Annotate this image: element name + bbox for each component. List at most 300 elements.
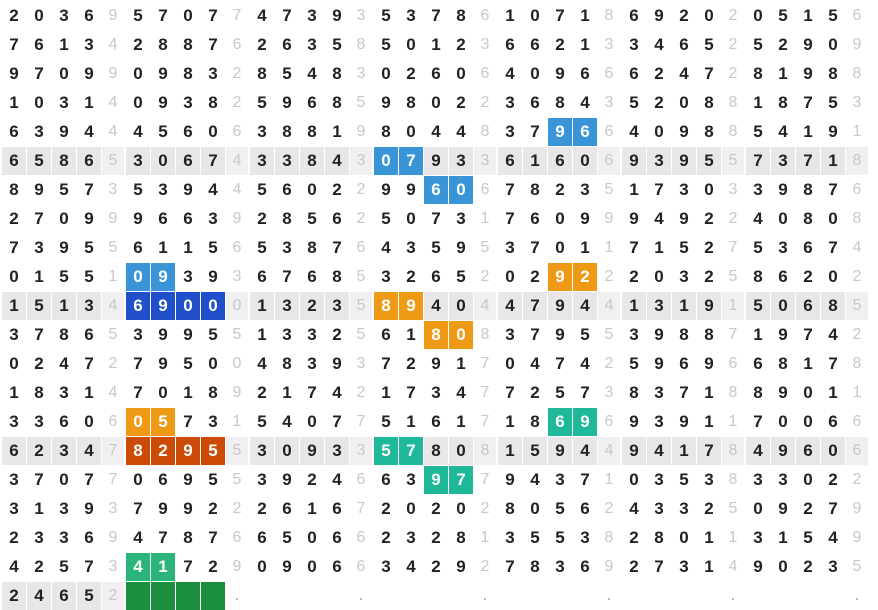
digit-cell[interactable]: 1 bbox=[381, 383, 391, 402]
digit-cell[interactable]: 8 bbox=[530, 412, 540, 431]
digit-cell[interactable]: 9 bbox=[555, 64, 565, 83]
digit-cell[interactable]: 8 bbox=[374, 292, 398, 320]
digit-cell[interactable]: 9 bbox=[282, 557, 292, 576]
digit-cell[interactable]: 2 bbox=[431, 499, 441, 518]
digit-cell[interactable]: 6 bbox=[176, 147, 200, 175]
digit-cell[interactable]: 1 bbox=[580, 238, 590, 257]
digit-cell[interactable]: 9 bbox=[629, 412, 639, 431]
digit-cell[interactable]: 8 bbox=[424, 437, 448, 465]
digit-cell[interactable]: 5 bbox=[555, 528, 565, 547]
digit-cell[interactable]: 0 bbox=[704, 6, 714, 25]
digit-cell[interactable]: 9 bbox=[778, 499, 788, 518]
digit-cell[interactable]: 7 bbox=[505, 209, 515, 228]
digit-cell[interactable]: 3 bbox=[34, 412, 44, 431]
digit-cell[interactable]: 9 bbox=[282, 93, 292, 112]
digit-cell[interactable]: 8 bbox=[52, 147, 76, 175]
digit-cell[interactable]: 7 bbox=[84, 470, 94, 489]
digit-cell[interactable]: 6 bbox=[158, 470, 168, 489]
digit-cell[interactable]: 1 bbox=[52, 292, 76, 320]
digit-cell[interactable]: 6 bbox=[2, 147, 26, 175]
digit-cell[interactable]: 3 bbox=[250, 147, 274, 175]
digit-cell[interactable]: 6 bbox=[257, 267, 267, 286]
digit-cell[interactable]: 1 bbox=[59, 35, 69, 54]
digit-cell[interactable]: 0 bbox=[208, 122, 218, 141]
digit-cell[interactable]: 8 bbox=[803, 180, 813, 199]
digit-cell[interactable]: 9 bbox=[151, 292, 175, 320]
digit-cell[interactable]: 6 bbox=[307, 93, 317, 112]
digit-cell[interactable]: 0 bbox=[505, 267, 515, 286]
digit-cell[interactable]: 8 bbox=[629, 383, 639, 402]
digit-cell[interactable]: 7 bbox=[34, 470, 44, 489]
digit-cell[interactable]: 6 bbox=[282, 180, 292, 199]
digit-cell[interactable]: 3 bbox=[158, 180, 168, 199]
digit-cell[interactable]: 3 bbox=[654, 383, 664, 402]
digit-cell[interactable] bbox=[275, 582, 299, 610]
digit-cell[interactable]: 6 bbox=[431, 64, 441, 83]
digit-cell[interactable]: 1 bbox=[580, 6, 590, 25]
digit-cell[interactable]: 5 bbox=[381, 209, 391, 228]
digit-cell[interactable]: 1 bbox=[622, 292, 646, 320]
digit-cell[interactable]: 7 bbox=[332, 238, 342, 257]
digit-cell[interactable]: 2 bbox=[654, 93, 664, 112]
digit-cell[interactable]: 7 bbox=[629, 238, 639, 257]
digit-cell[interactable]: 2 bbox=[555, 35, 565, 54]
digit-cell[interactable]: 7 bbox=[282, 267, 292, 286]
digit-cell[interactable]: 6 bbox=[629, 64, 639, 83]
digit-cell[interactable]: 7 bbox=[431, 209, 441, 228]
digit-cell[interactable]: 8 bbox=[208, 93, 218, 112]
digit-cell[interactable]: 3 bbox=[77, 292, 101, 320]
digit-cell[interactable]: 2 bbox=[679, 6, 689, 25]
digit-cell[interactable]: 2 bbox=[34, 557, 44, 576]
digit-cell[interactable]: 4 bbox=[580, 354, 590, 373]
digit-cell[interactable]: 4 bbox=[778, 122, 788, 141]
digit-cell[interactable]: 6 bbox=[183, 122, 193, 141]
digit-cell[interactable]: 7 bbox=[746, 147, 770, 175]
digit-cell[interactable]: 4 bbox=[325, 147, 349, 175]
digit-cell[interactable]: 1 bbox=[183, 238, 193, 257]
digit-cell[interactable]: 6 bbox=[34, 35, 44, 54]
digit-cell[interactable]: 0 bbox=[307, 180, 317, 199]
digit-cell[interactable]: 8 bbox=[332, 93, 342, 112]
digit-cell[interactable]: 3 bbox=[679, 180, 689, 199]
digit-cell[interactable]: 0 bbox=[449, 437, 473, 465]
digit-cell[interactable]: 4 bbox=[647, 437, 671, 465]
digit-cell[interactable]: 0 bbox=[406, 122, 416, 141]
digit-cell[interactable]: 6 bbox=[126, 292, 150, 320]
digit-cell[interactable]: 6 bbox=[530, 209, 540, 228]
digit-cell[interactable]: 3 bbox=[257, 470, 267, 489]
digit-cell[interactable]: 4 bbox=[753, 209, 763, 228]
digit-cell[interactable]: 7 bbox=[158, 6, 168, 25]
digit-cell[interactable]: 9 bbox=[654, 354, 664, 373]
digit-cell[interactable]: 7 bbox=[9, 35, 19, 54]
digit-cell[interactable]: 5 bbox=[753, 238, 763, 257]
digit-cell[interactable]: 2 bbox=[406, 267, 416, 286]
digit-cell[interactable]: 4 bbox=[424, 292, 448, 320]
digit-cell[interactable]: 3 bbox=[828, 557, 838, 576]
digit-cell[interactable]: 5 bbox=[77, 582, 101, 610]
digit-cell[interactable]: 9 bbox=[381, 93, 391, 112]
digit-cell[interactable]: 6 bbox=[548, 408, 572, 436]
digit-cell[interactable]: 1 bbox=[704, 383, 714, 402]
digit-cell[interactable]: 5 bbox=[151, 408, 175, 436]
digit-cell[interactable]: 4 bbox=[9, 557, 19, 576]
digit-cell[interactable]: 9 bbox=[679, 412, 689, 431]
digit-cell[interactable]: 9 bbox=[672, 147, 696, 175]
digit-cell[interactable]: 8 bbox=[332, 267, 342, 286]
digit-cell[interactable]: 9 bbox=[183, 180, 193, 199]
digit-cell[interactable]: 0 bbox=[126, 263, 150, 291]
digit-cell[interactable]: 9 bbox=[679, 209, 689, 228]
digit-cell[interactable]: 3 bbox=[406, 238, 416, 257]
digit-cell[interactable]: 7 bbox=[34, 325, 44, 344]
digit-cell[interactable]: 7 bbox=[431, 6, 441, 25]
digit-cell[interactable]: 3 bbox=[34, 528, 44, 547]
digit-cell[interactable]: 8 bbox=[183, 35, 193, 54]
digit-cell[interactable]: 4 bbox=[828, 325, 838, 344]
digit-cell[interactable]: 2 bbox=[629, 528, 639, 547]
digit-cell[interactable]: 5 bbox=[381, 412, 391, 431]
digit-cell[interactable]: 3 bbox=[629, 325, 639, 344]
digit-cell[interactable]: 6 bbox=[679, 354, 689, 373]
digit-cell[interactable]: 2 bbox=[654, 64, 664, 83]
digit-cell[interactable]: 0 bbox=[821, 437, 845, 465]
digit-cell[interactable]: 8 bbox=[530, 557, 540, 576]
digit-cell[interactable]: 1 bbox=[580, 35, 590, 54]
digit-cell[interactable]: 7 bbox=[828, 499, 838, 518]
digit-cell[interactable]: 0 bbox=[307, 412, 317, 431]
digit-cell[interactable] bbox=[325, 582, 349, 610]
digit-cell[interactable]: 5 bbox=[27, 147, 51, 175]
digit-cell[interactable]: 1 bbox=[828, 383, 838, 402]
digit-cell[interactable]: 3 bbox=[771, 147, 795, 175]
digit-cell[interactable]: 1 bbox=[672, 437, 696, 465]
digit-cell[interactable]: 1 bbox=[704, 412, 714, 431]
digit-cell[interactable]: 5 bbox=[523, 437, 547, 465]
digit-cell[interactable]: 6 bbox=[796, 437, 820, 465]
digit-cell[interactable]: 5 bbox=[183, 354, 193, 373]
digit-cell[interactable] bbox=[449, 582, 473, 610]
digit-cell[interactable]: 9 bbox=[431, 354, 441, 373]
digit-cell[interactable]: 8 bbox=[282, 354, 292, 373]
digit-cell[interactable]: 5 bbox=[59, 180, 69, 199]
digit-cell[interactable]: 7 bbox=[505, 180, 515, 199]
digit-cell[interactable] bbox=[523, 582, 547, 610]
digit-cell[interactable]: 9 bbox=[300, 437, 324, 465]
digit-cell[interactable]: 0 bbox=[654, 122, 664, 141]
digit-cell[interactable]: 6 bbox=[580, 499, 590, 518]
digit-cell[interactable]: 0 bbox=[505, 354, 515, 373]
digit-cell[interactable]: 5 bbox=[133, 6, 143, 25]
digit-cell[interactable]: 9 bbox=[332, 354, 342, 373]
digit-cell[interactable]: 7 bbox=[530, 238, 540, 257]
digit-cell[interactable]: 2 bbox=[803, 557, 813, 576]
digit-cell[interactable]: 0 bbox=[753, 6, 763, 25]
digit-cell[interactable]: 3 bbox=[580, 528, 590, 547]
digit-cell[interactable] bbox=[821, 582, 845, 610]
digit-cell[interactable]: 7 bbox=[654, 180, 664, 199]
digit-cell[interactable]: 4 bbox=[307, 64, 317, 83]
digit-cell[interactable]: 1 bbox=[704, 528, 714, 547]
digit-cell[interactable]: 7 bbox=[183, 557, 193, 576]
digit-cell[interactable]: 7 bbox=[84, 354, 94, 373]
digit-cell[interactable]: 1 bbox=[456, 412, 466, 431]
digit-cell[interactable]: 2 bbox=[151, 437, 175, 465]
digit-cell[interactable]: 3 bbox=[183, 267, 193, 286]
digit-cell[interactable]: 3 bbox=[257, 122, 267, 141]
digit-cell[interactable]: 8 bbox=[753, 267, 763, 286]
digit-cell[interactable]: 1 bbox=[34, 499, 44, 518]
digit-cell[interactable]: 1 bbox=[704, 557, 714, 576]
digit-cell[interactable]: 0 bbox=[126, 408, 150, 436]
digit-cell[interactable]: 8 bbox=[704, 93, 714, 112]
digit-cell[interactable]: 9 bbox=[778, 180, 788, 199]
digit-cell[interactable]: 1 bbox=[151, 553, 175, 581]
digit-cell[interactable]: 2 bbox=[208, 557, 218, 576]
digit-cell[interactable]: 3 bbox=[59, 528, 69, 547]
digit-cell[interactable]: 0 bbox=[771, 292, 795, 320]
digit-cell[interactable]: 3 bbox=[679, 557, 689, 576]
digit-cell[interactable]: 6 bbox=[753, 354, 763, 373]
digit-cell[interactable]: 0 bbox=[828, 35, 838, 54]
digit-cell[interactable]: 0 bbox=[449, 292, 473, 320]
digit-cell[interactable]: 9 bbox=[803, 64, 813, 83]
digit-cell[interactable]: 5 bbox=[282, 528, 292, 547]
digit-cell[interactable]: 0 bbox=[307, 557, 317, 576]
digit-cell[interactable]: 9 bbox=[59, 122, 69, 141]
digit-cell[interactable]: 1 bbox=[406, 412, 416, 431]
digit-cell[interactable]: 8 bbox=[126, 437, 150, 465]
digit-cell[interactable]: 9 bbox=[697, 292, 721, 320]
digit-cell[interactable]: 0 bbox=[530, 6, 540, 25]
digit-cell[interactable]: 4 bbox=[208, 180, 218, 199]
digit-cell[interactable]: 9 bbox=[183, 325, 193, 344]
digit-cell[interactable]: 4 bbox=[530, 470, 540, 489]
digit-cell[interactable]: 9 bbox=[158, 325, 168, 344]
digit-cell[interactable]: 4 bbox=[381, 238, 391, 257]
digit-cell[interactable]: 5 bbox=[381, 6, 391, 25]
digit-cell[interactable]: 0 bbox=[406, 499, 416, 518]
digit-cell[interactable]: 2 bbox=[530, 267, 540, 286]
digit-cell[interactable]: 8 bbox=[282, 209, 292, 228]
digit-cell[interactable]: 9 bbox=[133, 209, 143, 228]
digit-cell[interactable]: 6 bbox=[498, 147, 522, 175]
digit-cell[interactable]: 7 bbox=[9, 238, 19, 257]
digit-cell[interactable] bbox=[498, 582, 522, 610]
digit-cell[interactable]: 8 bbox=[332, 64, 342, 83]
digit-cell[interactable]: 3 bbox=[449, 147, 473, 175]
digit-cell[interactable]: 0 bbox=[183, 6, 193, 25]
digit-cell[interactable]: 1 bbox=[672, 292, 696, 320]
digit-cell[interactable]: 9 bbox=[548, 118, 572, 146]
digit-cell[interactable]: 8 bbox=[679, 325, 689, 344]
digit-cell[interactable]: 2 bbox=[704, 238, 714, 257]
digit-cell[interactable]: 7 bbox=[307, 383, 317, 402]
digit-cell[interactable]: 5 bbox=[257, 238, 267, 257]
digit-cell[interactable]: 0 bbox=[456, 499, 466, 518]
digit-cell[interactable]: 9 bbox=[778, 325, 788, 344]
digit-cell[interactable]: 0 bbox=[555, 209, 565, 228]
digit-cell[interactable]: 6 bbox=[828, 412, 838, 431]
digit-cell[interactable]: 2 bbox=[381, 528, 391, 547]
digit-cell[interactable]: 9 bbox=[456, 557, 466, 576]
digit-cell[interactable]: 0 bbox=[449, 176, 473, 204]
digit-cell[interactable]: 0 bbox=[84, 412, 94, 431]
digit-cell[interactable]: 2 bbox=[704, 267, 714, 286]
digit-cell[interactable]: 4 bbox=[629, 499, 639, 518]
digit-cell[interactable]: 2 bbox=[300, 292, 324, 320]
digit-cell[interactable]: 5 bbox=[381, 35, 391, 54]
digit-cell[interactable]: 6 bbox=[183, 209, 193, 228]
digit-cell[interactable]: 7 bbox=[133, 499, 143, 518]
digit-cell[interactable]: 4 bbox=[133, 122, 143, 141]
digit-cell[interactable]: 5 bbox=[59, 557, 69, 576]
digit-cell[interactable]: 5 bbox=[307, 209, 317, 228]
digit-cell[interactable]: 6 bbox=[778, 267, 788, 286]
digit-cell[interactable]: 4 bbox=[573, 437, 597, 465]
digit-cell[interactable]: 1 bbox=[307, 499, 317, 518]
digit-cell[interactable]: 9 bbox=[208, 267, 218, 286]
digit-cell[interactable]: 6 bbox=[803, 238, 813, 257]
digit-cell[interactable] bbox=[176, 582, 200, 610]
digit-cell[interactable]: 3 bbox=[325, 292, 349, 320]
digit-cell[interactable]: 9 bbox=[59, 238, 69, 257]
digit-cell[interactable]: 6 bbox=[282, 499, 292, 518]
digit-cell[interactable] bbox=[151, 582, 175, 610]
digit-cell[interactable]: 0 bbox=[654, 267, 664, 286]
digit-cell[interactable]: 5 bbox=[555, 383, 565, 402]
digit-cell[interactable]: 3 bbox=[52, 437, 76, 465]
digit-cell[interactable]: 8 bbox=[704, 325, 714, 344]
digit-cell[interactable]: 3 bbox=[654, 499, 664, 518]
digit-cell[interactable]: 1 bbox=[456, 354, 466, 373]
digit-cell[interactable]: 9 bbox=[679, 122, 689, 141]
digit-cell[interactable]: 8 bbox=[158, 35, 168, 54]
digit-cell[interactable]: 8 bbox=[208, 383, 218, 402]
digit-cell[interactable]: 6 bbox=[52, 582, 76, 610]
digit-cell[interactable]: 0 bbox=[406, 35, 416, 54]
digit-cell[interactable]: 5 bbox=[679, 470, 689, 489]
digit-cell[interactable]: 5 bbox=[59, 267, 69, 286]
digit-cell[interactable] bbox=[374, 582, 398, 610]
digit-cell[interactable]: 0 bbox=[679, 93, 689, 112]
digit-cell[interactable]: 5 bbox=[208, 238, 218, 257]
digit-cell[interactable]: 8 bbox=[307, 238, 317, 257]
digit-cell[interactable]: 3 bbox=[307, 35, 317, 54]
digit-cell[interactable]: 5 bbox=[629, 354, 639, 373]
digit-cell[interactable]: 1 bbox=[654, 238, 664, 257]
digit-cell[interactable]: 0 bbox=[34, 93, 44, 112]
digit-cell[interactable]: 4 bbox=[456, 383, 466, 402]
digit-cell[interactable]: 4 bbox=[77, 437, 101, 465]
digit-cell[interactable]: 3 bbox=[505, 122, 515, 141]
digit-cell[interactable]: 9 bbox=[548, 437, 572, 465]
digit-cell[interactable]: 0 bbox=[778, 209, 788, 228]
digit-cell[interactable]: 3 bbox=[59, 93, 69, 112]
digit-cell[interactable]: 5 bbox=[753, 35, 763, 54]
digit-cell[interactable]: 1 bbox=[431, 35, 441, 54]
digit-cell[interactable] bbox=[250, 582, 274, 610]
digit-cell[interactable]: 7 bbox=[505, 383, 515, 402]
digit-cell[interactable]: 4 bbox=[498, 292, 522, 320]
digit-cell[interactable]: 1 bbox=[9, 383, 19, 402]
digit-cell[interactable]: 7 bbox=[505, 557, 515, 576]
digit-cell[interactable]: 6 bbox=[530, 35, 540, 54]
digit-cell[interactable]: 7 bbox=[654, 557, 664, 576]
digit-cell[interactable]: 4 bbox=[573, 292, 597, 320]
digit-cell[interactable]: 2 bbox=[257, 35, 267, 54]
digit-cell[interactable]: 2 bbox=[704, 499, 714, 518]
digit-cell[interactable]: 9 bbox=[158, 499, 168, 518]
digit-cell[interactable]: 7 bbox=[133, 354, 143, 373]
digit-cell[interactable]: 5 bbox=[201, 437, 225, 465]
digit-cell[interactable]: 2 bbox=[257, 499, 267, 518]
digit-cell[interactable]: 9 bbox=[778, 383, 788, 402]
digit-cell[interactable]: 2 bbox=[381, 499, 391, 518]
digit-cell[interactable]: 3 bbox=[250, 437, 274, 465]
digit-cell[interactable]: 7 bbox=[803, 325, 813, 344]
digit-cell[interactable]: 0 bbox=[803, 470, 813, 489]
digit-cell[interactable]: 8 bbox=[183, 64, 193, 83]
digit-cell[interactable]: 4 bbox=[126, 553, 150, 581]
digit-cell[interactable]: 4 bbox=[84, 122, 94, 141]
digit-cell[interactable]: 0 bbox=[778, 557, 788, 576]
digit-cell[interactable]: 7 bbox=[183, 412, 193, 431]
digit-cell[interactable]: 4 bbox=[133, 528, 143, 547]
digit-cell[interactable] bbox=[622, 582, 646, 610]
digit-cell[interactable]: 8 bbox=[456, 528, 466, 547]
digit-cell[interactable]: 8 bbox=[9, 180, 19, 199]
digit-cell[interactable]: 7 bbox=[580, 383, 590, 402]
digit-cell[interactable]: 2 bbox=[34, 354, 44, 373]
digit-cell[interactable]: 3 bbox=[654, 412, 664, 431]
digit-cell[interactable]: 5 bbox=[208, 470, 218, 489]
digit-cell[interactable]: 3 bbox=[282, 325, 292, 344]
digit-cell[interactable]: 5 bbox=[374, 437, 398, 465]
digit-cell[interactable]: 2 bbox=[778, 35, 788, 54]
digit-cell[interactable]: 3 bbox=[126, 147, 150, 175]
digit-cell[interactable]: 9 bbox=[406, 180, 416, 199]
digit-cell[interactable]: 3 bbox=[9, 470, 19, 489]
digit-cell[interactable]: 9 bbox=[456, 238, 466, 257]
digit-cell[interactable]: 7 bbox=[523, 292, 547, 320]
digit-cell[interactable]: 3 bbox=[34, 238, 44, 257]
digit-cell[interactable]: 8 bbox=[257, 64, 267, 83]
digit-cell[interactable]: 5 bbox=[84, 267, 94, 286]
digit-cell[interactable]: 2 bbox=[803, 267, 813, 286]
digit-cell[interactable] bbox=[672, 582, 696, 610]
digit-cell[interactable]: 8 bbox=[300, 147, 324, 175]
digit-cell[interactable]: 9 bbox=[573, 408, 597, 436]
digit-cell[interactable]: 8 bbox=[778, 93, 788, 112]
digit-cell[interactable]: 9 bbox=[151, 263, 175, 291]
digit-cell[interactable]: 1 bbox=[523, 147, 547, 175]
digit-cell[interactable]: 6 bbox=[158, 209, 168, 228]
digit-cell[interactable]: 3 bbox=[406, 528, 416, 547]
digit-cell[interactable]: 2 bbox=[133, 35, 143, 54]
digit-cell[interactable]: 0 bbox=[9, 267, 19, 286]
digit-cell[interactable]: 4 bbox=[580, 93, 590, 112]
digit-cell[interactable]: 7 bbox=[803, 93, 813, 112]
digit-cell[interactable]: 8 bbox=[555, 93, 565, 112]
digit-cell[interactable]: 9 bbox=[84, 64, 94, 83]
digit-cell[interactable]: 2 bbox=[257, 209, 267, 228]
digit-cell[interactable]: 7 bbox=[580, 470, 590, 489]
digit-cell[interactable]: 1 bbox=[250, 292, 274, 320]
digit-cell[interactable]: 4 bbox=[530, 354, 540, 373]
digit-cell[interactable]: 6 bbox=[84, 325, 94, 344]
